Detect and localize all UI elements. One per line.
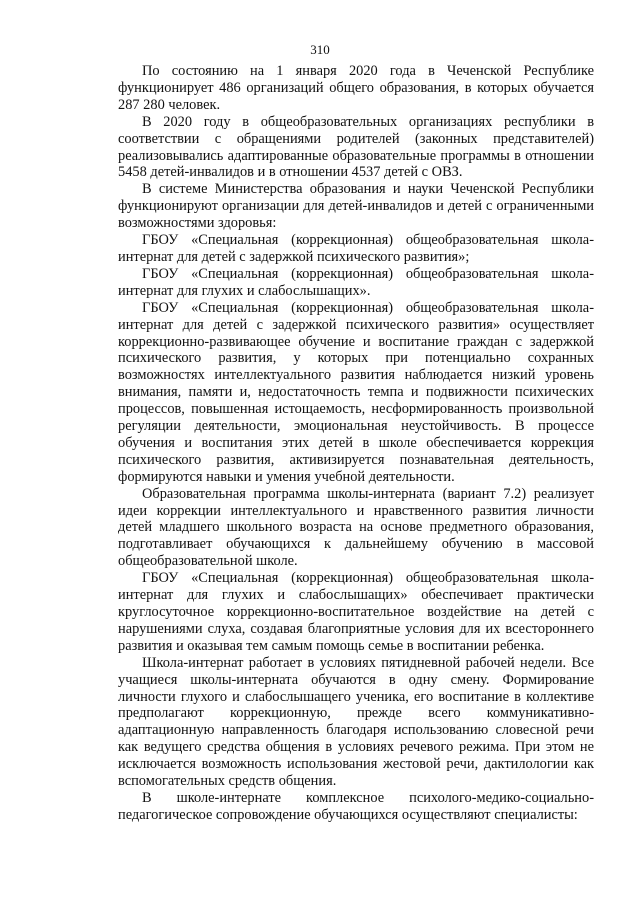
paragraph-school-deaf: ГБОУ «Специальная (коррекционная) общеобразовательная школа-интернат для глухих и слабослышащих».: [118, 265, 594, 299]
paragraph-ministry-organizations: В системе Министерства образования и науки Чеченской Республики функционируют организации для детей-инвалидов и детей с ограниченными возможностями здоровья:: [118, 181, 594, 232]
paragraph-school-zpr-description: ГБОУ «Специальная (коррекционная) общеобразовательная школа-интернат для детей с задержкой психического развития» осуществляет коррекционно-развивающее обучение и воспитание граждан с задержкой психического развития, у которых при потенциально сохранных возможностях интеллектуального развития наблюдается низкий уровень внимания, памяти и, недостаточность темпа и подвижности психических процессов, повышенная истощаемость, несформированность произвольной регуляции деятельности, эмоциональная неустойчивость. В процессе обучения и воспитания этих детей в школе обеспечивается коррекция психического развития, активизируется познавательная деятельность, формируются навыки и умения учебной деятельности.: [118, 299, 594, 485]
paragraph-support-specialists: В школе-интернате комплексное психолого-медико-социально-педагогическое сопровождение обучающихся осуществляют специалисты:: [118, 789, 594, 823]
paragraph-educational-program: Образовательная программа школы-интерната (вариант 7.2) реализует идеи коррекции интеллектуального и нравственного развития личности детей младшего школьного возраста на основе предметного образования, подготавливает обучающихся к дальнейшему обучению в массовой общеобразовательной школе.: [118, 485, 594, 570]
paragraph-adapted-programs: В 2020 году в общеобразовательных организациях республики в соответствии с обращениями родителей (законных представителей) реализовывались адаптированные образовательные программы в отношении 5458 детей-инвалидов и в отношении 4537 детей с ОВЗ.: [118, 113, 594, 181]
paragraph-school-deaf-description: ГБОУ «Специальная (коррекционная) общеобразовательная школа-интернат для глухих и слабослышащих» обеспечивает практически круглосуточное коррекционно-воспитательное воздействие на детей с нарушениями слуха, создавая благоприятные условия для их всестороннего развития и оказывая тем самым помощь семье в воспитании ребенка.: [118, 570, 594, 654]
paragraph-school-schedule: Школа-интернат работает в условиях пятидневной рабочей недели. Все учащиеся школы-интерната обучаются в одну смену. Формирование личности глухого и слабослышащего ученика, его воспитание в коллективе предполагают коррекционную, прежде всего коммуникативно-адаптационную направленность благодаря использованию словесной речи как ведущего средства общения в условиях речевого режима. При этом не исключается возможность использования жестовой речи, дактилологии как вспомогательных средств общения.: [118, 654, 594, 790]
document-body: [118, 63, 594, 824]
paragraph-school-zpr: ГБОУ «Специальная (коррекционная) общеобразовательная школа-интернат для детей с задержкой психического развития»;: [118, 232, 594, 265]
paragraph-schools-count: По состоянию на 1 января 2020 года в Чеченской Республике функционирует 486 организаций общего образования, в которых обучается 287 280 человек.: [118, 63, 594, 113]
page-number: 310: [310, 42, 330, 57]
